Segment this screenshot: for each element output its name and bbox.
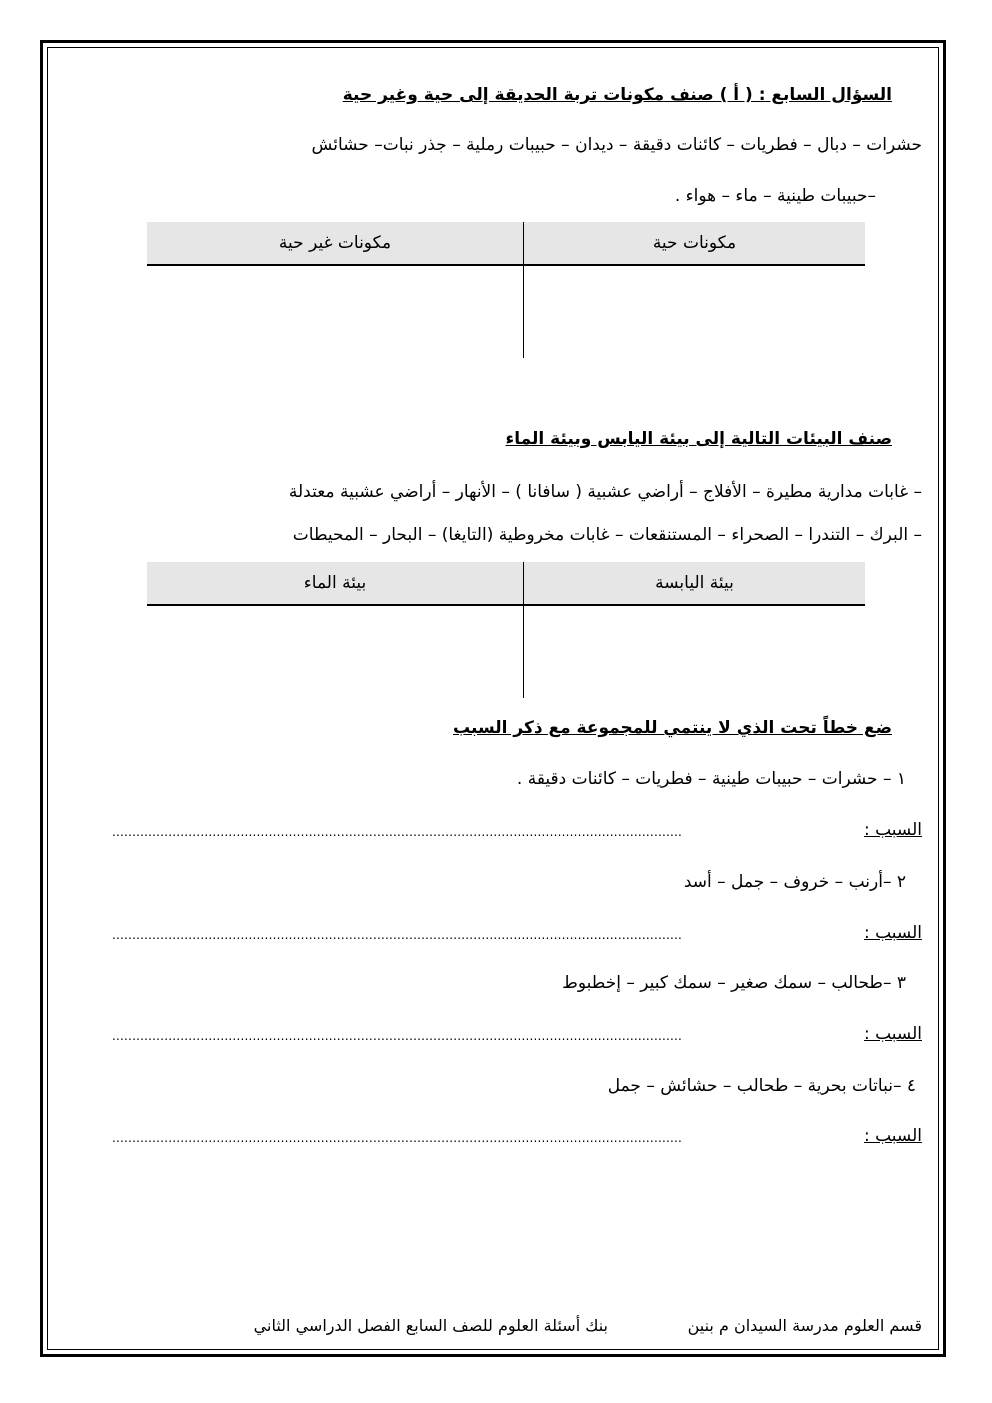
table-header-nonliving: مكونات غير حية — [147, 222, 524, 265]
answer-cell-water[interactable] — [147, 605, 524, 698]
reason-label: السبب : — [863, 1024, 922, 1044]
answer-cell-land[interactable] — [524, 605, 866, 698]
reason-row-3 — [112, 1023, 922, 1045]
env-title: صنف البيئات التالية إلى بيئة اليابس وبيئة الماء — [505, 429, 892, 449]
reason-answer-line[interactable]: .............................................................................................................................................. — [112, 928, 683, 940]
odd-item-4: ٤ –نباتات بحرية – طحالب – حشائش – جمل — [607, 1076, 916, 1096]
reason-row-2 — [112, 922, 922, 944]
q7-items-line1: حشرات – دبال – فطريات – كائنات دقيقة – ديدان – حبيبات رملية – جذر نبات– حشائش — [311, 135, 922, 155]
q7-table — [147, 222, 865, 358]
env-items-line1: – غابات مدارية مطيرة – الأفلاج – أراضي عشبية ( سافانا ) – الأنهار – أراضي عشبية معتدلة — [288, 482, 922, 502]
odd-item-1: ١ – حشرات – حبيبات طينية – فطريات – كائنات دقيقة . — [516, 769, 906, 789]
table-header-land: بيئة اليابسة — [524, 562, 866, 605]
footer-bank-title: بنك أسئلة العلوم للصف السابع الفصل الدراسي الثاني — [253, 1316, 608, 1335]
reason-label: السبب : — [863, 923, 922, 943]
footer-department: قسم العلوم مدرسة السيدان م بنين — [687, 1316, 922, 1335]
table-header-water: بيئة الماء — [147, 562, 524, 605]
reason-answer-line[interactable]: .............................................................................................................................................. — [112, 825, 683, 837]
answer-cell-living[interactable] — [524, 265, 866, 358]
env-table — [147, 562, 865, 698]
env-items-line2: – البرك – التندرا – الصحراء – المستنقعات – غابات مخروطية (التايغا) – البحار – المحيطات — [292, 525, 922, 545]
answer-cell-nonliving[interactable] — [147, 265, 524, 358]
odd-item-3: ٣ –طحالب – سمك صغير – سمك كبير – إخطبوط — [562, 973, 906, 993]
q7-items-line2: –حبيبات طينية – ماء – هواء . — [674, 186, 876, 206]
reason-row-4 — [112, 1125, 922, 1147]
table-header-living: مكونات حية — [524, 222, 866, 265]
reason-answer-line[interactable]: .............................................................................................................................................. — [112, 1029, 683, 1041]
reason-answer-line[interactable]: .............................................................................................................................................. — [112, 1131, 683, 1143]
reason-label: السبب : — [863, 1126, 922, 1146]
q7-title: السؤال السابع : ( أ ) صنف مكونات تربة الحديقة إلى حية وغير حية — [342, 85, 892, 105]
reason-label: السبب : — [863, 820, 922, 840]
odd-item-2: ٢ –أرنب – خروف – جمل – أسد — [683, 872, 906, 892]
odd-title: ضع خطاً تحت الذي لا ينتمي للمجموعة مع ذكر السبب — [453, 718, 892, 738]
reason-row-1 — [112, 819, 922, 841]
